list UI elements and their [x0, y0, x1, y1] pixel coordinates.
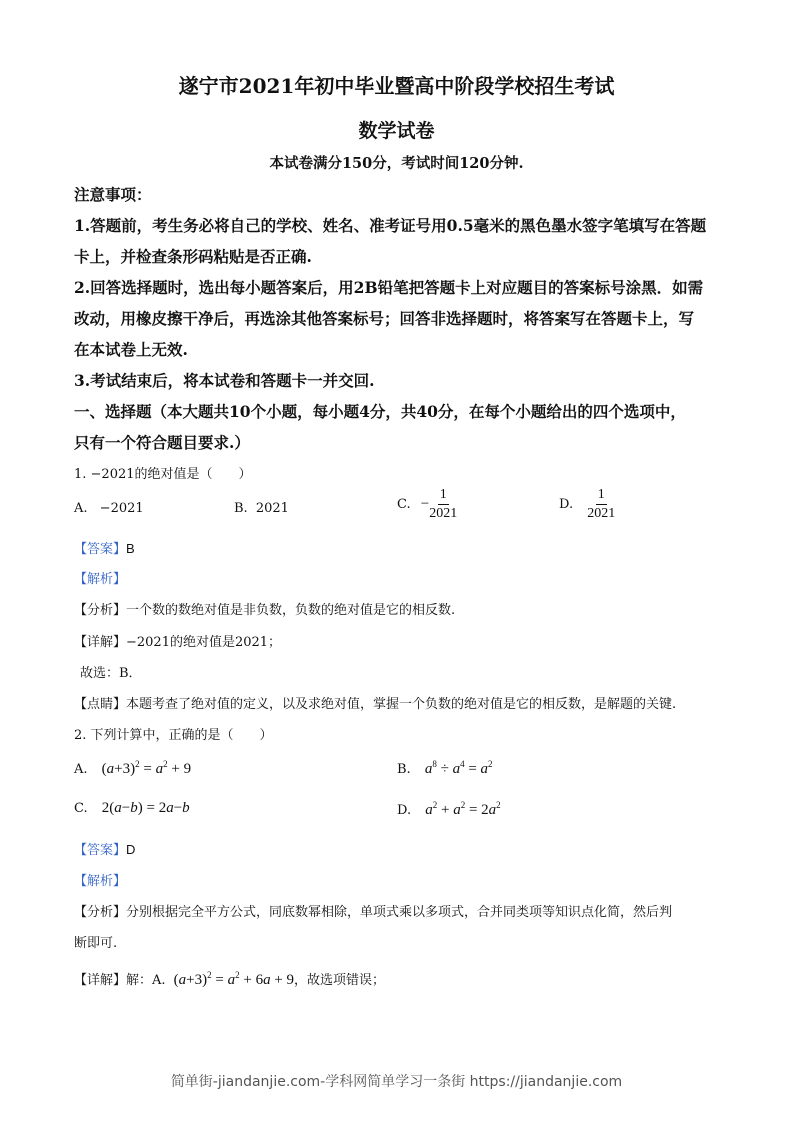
q2-option-b-formula: $a^8 \div a^4 = a^2$: [424, 759, 493, 777]
q1-fenxi: 【分析】一个数的数绝对值是非负数，负数的绝对值是它的相反数.: [74, 603, 456, 618]
q1-option-d-label: D.: [559, 497, 574, 512]
q1-option-c-fraction: [429, 487, 457, 522]
note-3: 3.考试结束后，将本试卷和答题卡一并交回.: [74, 371, 375, 390]
q1-option-c: [397, 487, 457, 522]
q2-answer-value: D: [126, 842, 136, 857]
q1-option-d: [559, 487, 615, 522]
q1-option-d-denominator: 2021: [587, 506, 616, 521]
q1-answer: [74, 538, 135, 557]
exam-subtitle: 数学试卷: [358, 120, 435, 142]
q2-option-d: [397, 800, 501, 819]
q1-option-c-sign: −: [420, 496, 430, 512]
exam-title: 遂宁市2021年初中毕业暨高中阶段学校招生考试: [178, 74, 615, 98]
q2-xiangjie: [74, 969, 385, 989]
q1-stem: 1. −2021的绝对值是（ ）: [74, 467, 252, 482]
note-2-line-2: 改动，用橡皮擦干净后，再选涂其他答案标号；回答非选择题时，将答案写在答题卡上，写: [74, 309, 695, 328]
q1-option-a-text: −2021: [99, 501, 144, 516]
q2-option-b-label: B.: [397, 762, 411, 777]
q2-xiangjie-formula: $(a+3)^2 = a^2 + 6a + 9$: [173, 970, 295, 988]
note-2-line-3: 在本试卷上无效.: [74, 340, 188, 359]
page-footer: 简单街-jiandanjie.com-学科网简单学习一条街 https://jiandanjie.com: [170, 1074, 623, 1090]
q2-xiangjie-suffix: ，故选项错误；: [294, 973, 386, 988]
q1-option-a: [74, 501, 144, 516]
note-2-line-1: 2.回答选择题时，选出每小题答案后，用2B铅笔把答题卡上对应题目的答案标号涂黑．如需: [74, 278, 704, 297]
section-1-heading-line-1: 一、选择题（本大题共10个小题，每小题4分，共40分，在每个小题给出的四个选项中，: [74, 402, 686, 421]
exam-info: 本试卷满分150分，考试时间120分钟.: [269, 155, 524, 172]
q2-fenxi-line-1: 【分析】分别根据完全平方公式，同底数幂相除，单项式乘以多项式，合并同类项等知识点化简，然后判: [74, 905, 673, 920]
q2-option-c-formula: 2(a−b) = 2a−b: [101, 800, 190, 816]
q2-fenxi-line-2: 断即可.: [74, 936, 118, 951]
q2-answer: [74, 839, 135, 858]
q1-option-c-label: C.: [397, 497, 411, 512]
q2-option-a-formula: $(a+3)^2 = a^2 + 9$: [101, 759, 192, 777]
q2-xiangjie-prefix: 【详解】解：A.: [74, 973, 166, 988]
q1-analysis-tag: 【解析】: [74, 571, 127, 586]
q1-option-b-text: 2021: [255, 501, 289, 516]
q1-option-d-fraction: [587, 487, 615, 522]
note-1-line-2: 卡上，并检查条形码粘贴是否正确.: [74, 247, 312, 266]
q1-option-b: [234, 501, 289, 516]
q2-option-d-label: D.: [397, 803, 412, 818]
q2-answer-tag: 【答案】: [74, 842, 127, 857]
q1-option-d-numerator: 1: [596, 487, 607, 505]
q2-option-a-label: A.: [74, 762, 88, 777]
q2-stem: 2. 下列计算中，正确的是（ ）: [74, 728, 273, 743]
q1-option-a-label: A.: [74, 501, 88, 516]
q2-option-c: [74, 800, 190, 817]
q2-option-b: [397, 759, 493, 778]
q1-option-c-numerator: 1: [438, 487, 449, 505]
q2-option-c-label: C.: [74, 801, 88, 816]
q1-answer-tag: 【答案】: [74, 541, 127, 556]
q1-dianjing: 【点睛】本题考查了绝对值的定义，以及求绝对值，掌握一个负数的绝对值是它的相反数，是解题的关键.: [74, 697, 677, 712]
q1-option-b-label: B.: [234, 501, 248, 516]
q1-xiangjie: 【详解】−2021的绝对值是2021；: [74, 635, 282, 650]
q1-answer-value: B: [126, 541, 135, 556]
q1-guxuan: 故选：B．: [80, 666, 142, 681]
section-1-heading-line-2: 只有一个符合题目要求.）: [74, 433, 250, 452]
q2-analysis-tag: 【解析】: [74, 873, 127, 888]
notes-heading: 注意事项：: [74, 185, 152, 204]
q2-option-d-formula: $a^2 + a^2 = 2a^2$: [425, 800, 501, 818]
q2-option-a: [74, 759, 191, 778]
note-1-line-1: 1.答题前，考生务必将自己的学校、姓名、准考证号用0.5毫米的黑色墨水签字笔填写在答题: [74, 216, 707, 235]
q1-option-c-denominator: 2021: [429, 506, 458, 521]
